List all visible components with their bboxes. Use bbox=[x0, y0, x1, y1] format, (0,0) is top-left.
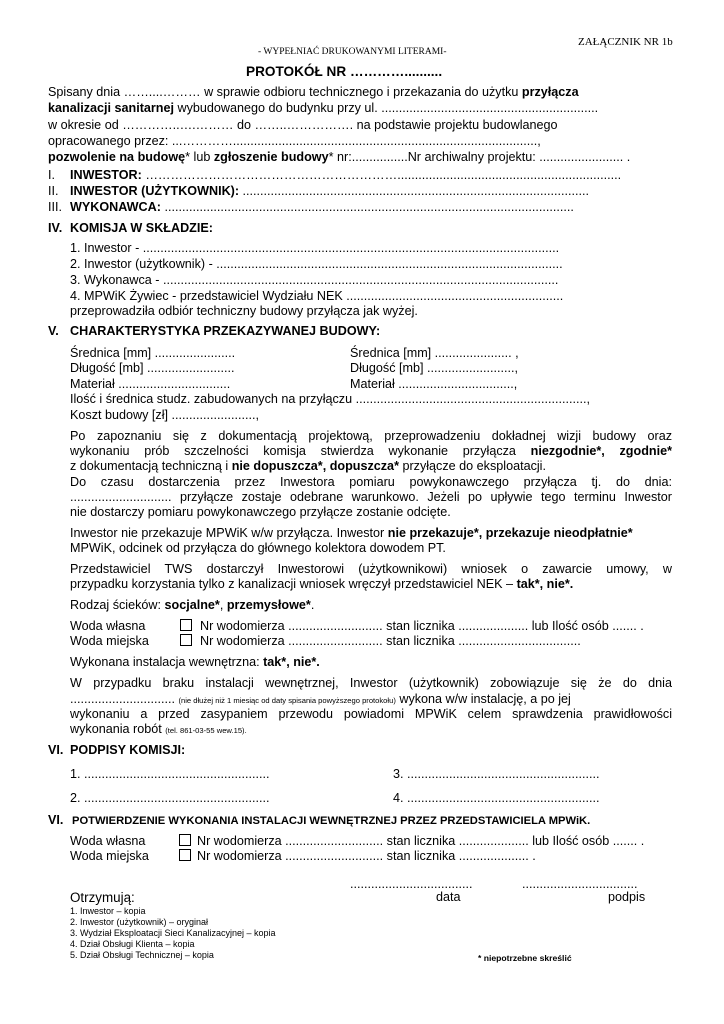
intro-line-1: Spisany dnia ……....……… w sprawie odbioru technicznego i przekazania do użytku przyłącza bbox=[48, 85, 579, 99]
confirm-own-water-row: Nr wodomierza ............................ stan licznika .................... lub Ilość osób ....... . bbox=[179, 834, 644, 849]
commission-statement: przeprowadziła odbiór techniczny budowy przyłącza jak wyżej. bbox=[70, 304, 418, 318]
paragraph-2-line-2: ............................. przyłącze zostaje odebrane warunkowo. Jeżeli po upływie tego terminu Inwestor bbox=[70, 490, 672, 504]
intro-line-4: opracowanego przez: ...…………......................................................................................., bbox=[48, 134, 541, 148]
paragraph-3-line-2: MPWiK, odcinek od przyłącza do głównego kolektora dowodem PT. bbox=[70, 541, 446, 555]
date-dots: ................................... bbox=[350, 877, 473, 891]
installation-para-line-1: W przypadku braku instalacji wewnętrznej, Inwestor (użytkownik) zobowiązuje się że do dnia bbox=[70, 676, 672, 690]
paragraph-1-line-3: z dokumentacją techniczną i nie dopuszcza*, dopuszcza* przyłącze do eksploatacji. bbox=[70, 459, 546, 473]
paragraph-4-line-1: Przedstawiciel TWS dostarczył Inwestorowi (użytkownikowi) wniosek o zawarcie umowy, w bbox=[70, 562, 672, 576]
sewage-type-line: Rodzaj ścieków: socjalne*, przemysłowe*. bbox=[70, 598, 315, 612]
cost-line: Koszt budowy [zł] ........................, bbox=[70, 408, 259, 422]
signature-line-3: 3. ....................................................... bbox=[393, 767, 600, 781]
material-right: Materiał ................................., bbox=[350, 377, 518, 391]
material-left: Materiał ................................ bbox=[70, 377, 231, 391]
contractor-line: WYKONAWCA: ..................................................................................................................... bbox=[70, 200, 574, 214]
paragraph-2-line-1: Do czasu dostarczenia przez Inwestora pomiaru powykonawczego przyłącza tj. do dnia: bbox=[70, 475, 672, 489]
commission-num: IV. bbox=[48, 221, 63, 235]
own-water-label: Woda własna bbox=[70, 619, 146, 633]
installation-para-line-2: .............................. (nie dłużej niż 1 miesiąc od daty spisania powyższego protokołu) wykona w/w instalację, a po jej bbox=[70, 692, 571, 706]
fill-instruction: - WYPEŁNIAĆ DRUKOWANYMI LITERAMI- bbox=[258, 47, 447, 57]
paragraph-2-line-3: nie dostarczy pomiaru powykonawczego przyłącze zostanie odcięte. bbox=[70, 505, 451, 519]
commission-member: 2. Inwestor (użytkownik) - ................................................................................................... bbox=[70, 257, 563, 271]
signatures-heading: PODPISY KOMISJI: bbox=[70, 743, 186, 757]
length-left: Długość [mb] ......................... bbox=[70, 361, 235, 375]
recipient-item: 4. Dział Obsługi Klienta – kopia bbox=[70, 939, 195, 949]
signature-line-1: 1. ..................................................... bbox=[70, 767, 270, 781]
confirmation-num: VI. bbox=[48, 813, 64, 827]
recipient-item: 2. Inwestor (użytkownik) – oryginał bbox=[70, 917, 209, 927]
investor-line: INWESTOR: ……………………………………………………................................................................ bbox=[70, 168, 622, 182]
paragraph-3-line-1: Inwestor nie przekazuje MPWiK w/w przyłącza. Inwestor nie przekazuje*, przekazuje nieodpłatnie* bbox=[70, 526, 633, 540]
commission-member: 3. Wykonawca - ................................................................................................................. bbox=[70, 273, 559, 287]
intro-line-5: pozwolenie na budowę* lub zgłoszenie budowy* nr:................Nr archiwalny projektu: ........................ . bbox=[48, 150, 631, 164]
confirm-city-water-checkbox[interactable] bbox=[179, 849, 191, 861]
length-right: Długość [mb] ........................., bbox=[350, 361, 518, 375]
characteristics-heading: CHARAKTERYSTYKA PRZEKAZYWANEJ BUDOWY: bbox=[70, 324, 381, 338]
signature-dots: ................................. bbox=[522, 877, 638, 891]
commission-member: 1. Inwestor - ....................................................................................................................... bbox=[70, 241, 560, 255]
user-num: II. bbox=[48, 184, 59, 198]
diameter-left: Średnica [mm] ....................... bbox=[70, 346, 236, 360]
confirmation-heading: POTWIERDZENIE WYKONANIA INSTALACJI WEWNĘTRZNEJ PRZEZ PRZEDSTAWICIELA MPWiK. bbox=[72, 815, 591, 827]
city-water-checkbox[interactable] bbox=[180, 634, 192, 646]
confirm-city-water-label: Woda miejska bbox=[70, 849, 149, 863]
footnote: * niepotrzebne skreślić bbox=[478, 953, 572, 963]
city-water-row: Nr wodomierza ........................... stan licznika ................................... bbox=[180, 634, 581, 649]
recipient-item: 5. Dział Obsługi Technicznej – kopia bbox=[70, 950, 214, 960]
signature-line-2: 2. ..................................................... bbox=[70, 791, 270, 805]
confirm-city-water-row: Nr wodomierza ............................ stan licznika .................... . bbox=[179, 849, 536, 864]
recipient-item: 1. Inwestor – kopia bbox=[70, 906, 146, 916]
date-label: data bbox=[436, 890, 461, 904]
diameter-right: Średnica [mm] ...................... , bbox=[350, 346, 519, 360]
own-water-checkbox[interactable] bbox=[180, 619, 192, 631]
paragraph-1-line-2: wykonaniu prób szczelności komisja stwierdza wykonanie przyłącza niezgodnie*, zgodnie* bbox=[70, 444, 672, 458]
commission-heading: KOMISJA W SKŁADZIE: bbox=[70, 221, 213, 235]
intro-line-2: kanalizacji sanitarnej wybudowanego do budynku przy ul. .............................................................. bbox=[48, 101, 599, 115]
investor-user-line: INWESTOR (UŻYTKOWNIK): ................................................................................................... bbox=[70, 184, 589, 198]
installation-line: Wykonana instalacja wewnętrzna: tak*, nie*. bbox=[70, 655, 320, 669]
signature-label: podpis bbox=[608, 890, 646, 904]
paragraph-4-line-2: przypadku korzystania tylko z kanalizacji wniosek wręczył przedstawiciel NEK – tak*, nie*. bbox=[70, 577, 574, 591]
recipients-label: Otrzymują: bbox=[70, 890, 135, 905]
signature-line-4: 4. ....................................................... bbox=[393, 791, 600, 805]
confirm-own-water-label: Woda własna bbox=[70, 834, 146, 848]
own-water-row: Nr wodomierza ........................... stan licznika .................... lub Ilość osób ....... . bbox=[180, 619, 644, 634]
city-water-label: Woda miejska bbox=[70, 634, 149, 648]
installation-para-line-3: wykonaniu a przed zasypaniem przewodu powiadomi MPWiK celem sprawdzenia prawidłowości bbox=[70, 707, 672, 721]
investor-num: I. bbox=[48, 168, 55, 182]
characteristics-num: V. bbox=[48, 324, 59, 338]
annex-label: ZAŁĄCZNIK NR 1b bbox=[578, 36, 673, 48]
commission-member: 4. MPWiK Żywiec - przedstawiciel Wydziału NEK .............................................................. bbox=[70, 289, 564, 303]
installation-para-line-4: wykonania robót (tel. 861-03-55 wew.15). bbox=[70, 722, 247, 736]
recipient-item: 3. Wydział Eksploatacji Sieci Kanalizacyjnej – kopia bbox=[70, 928, 276, 938]
confirm-own-water-checkbox[interactable] bbox=[179, 834, 191, 846]
contractor-num: III. bbox=[48, 200, 62, 214]
manholes-line: Ilość i średnica studz. zabudowanych na przyłączu .................................................................., bbox=[70, 392, 591, 406]
signatures-num: VI. bbox=[48, 743, 64, 757]
paragraph-1-line-1: Po zapoznaniu się z dokumentacją projektową, przeprowadzeniu dokładnej wizji budowy oraz bbox=[70, 429, 672, 443]
intro-line-3: w okresie od …………..….……… do ……..……………. na podstawie projektu budowlanego bbox=[48, 118, 558, 132]
page-title: PROTOKÓŁ NR ………….......... bbox=[246, 64, 443, 79]
